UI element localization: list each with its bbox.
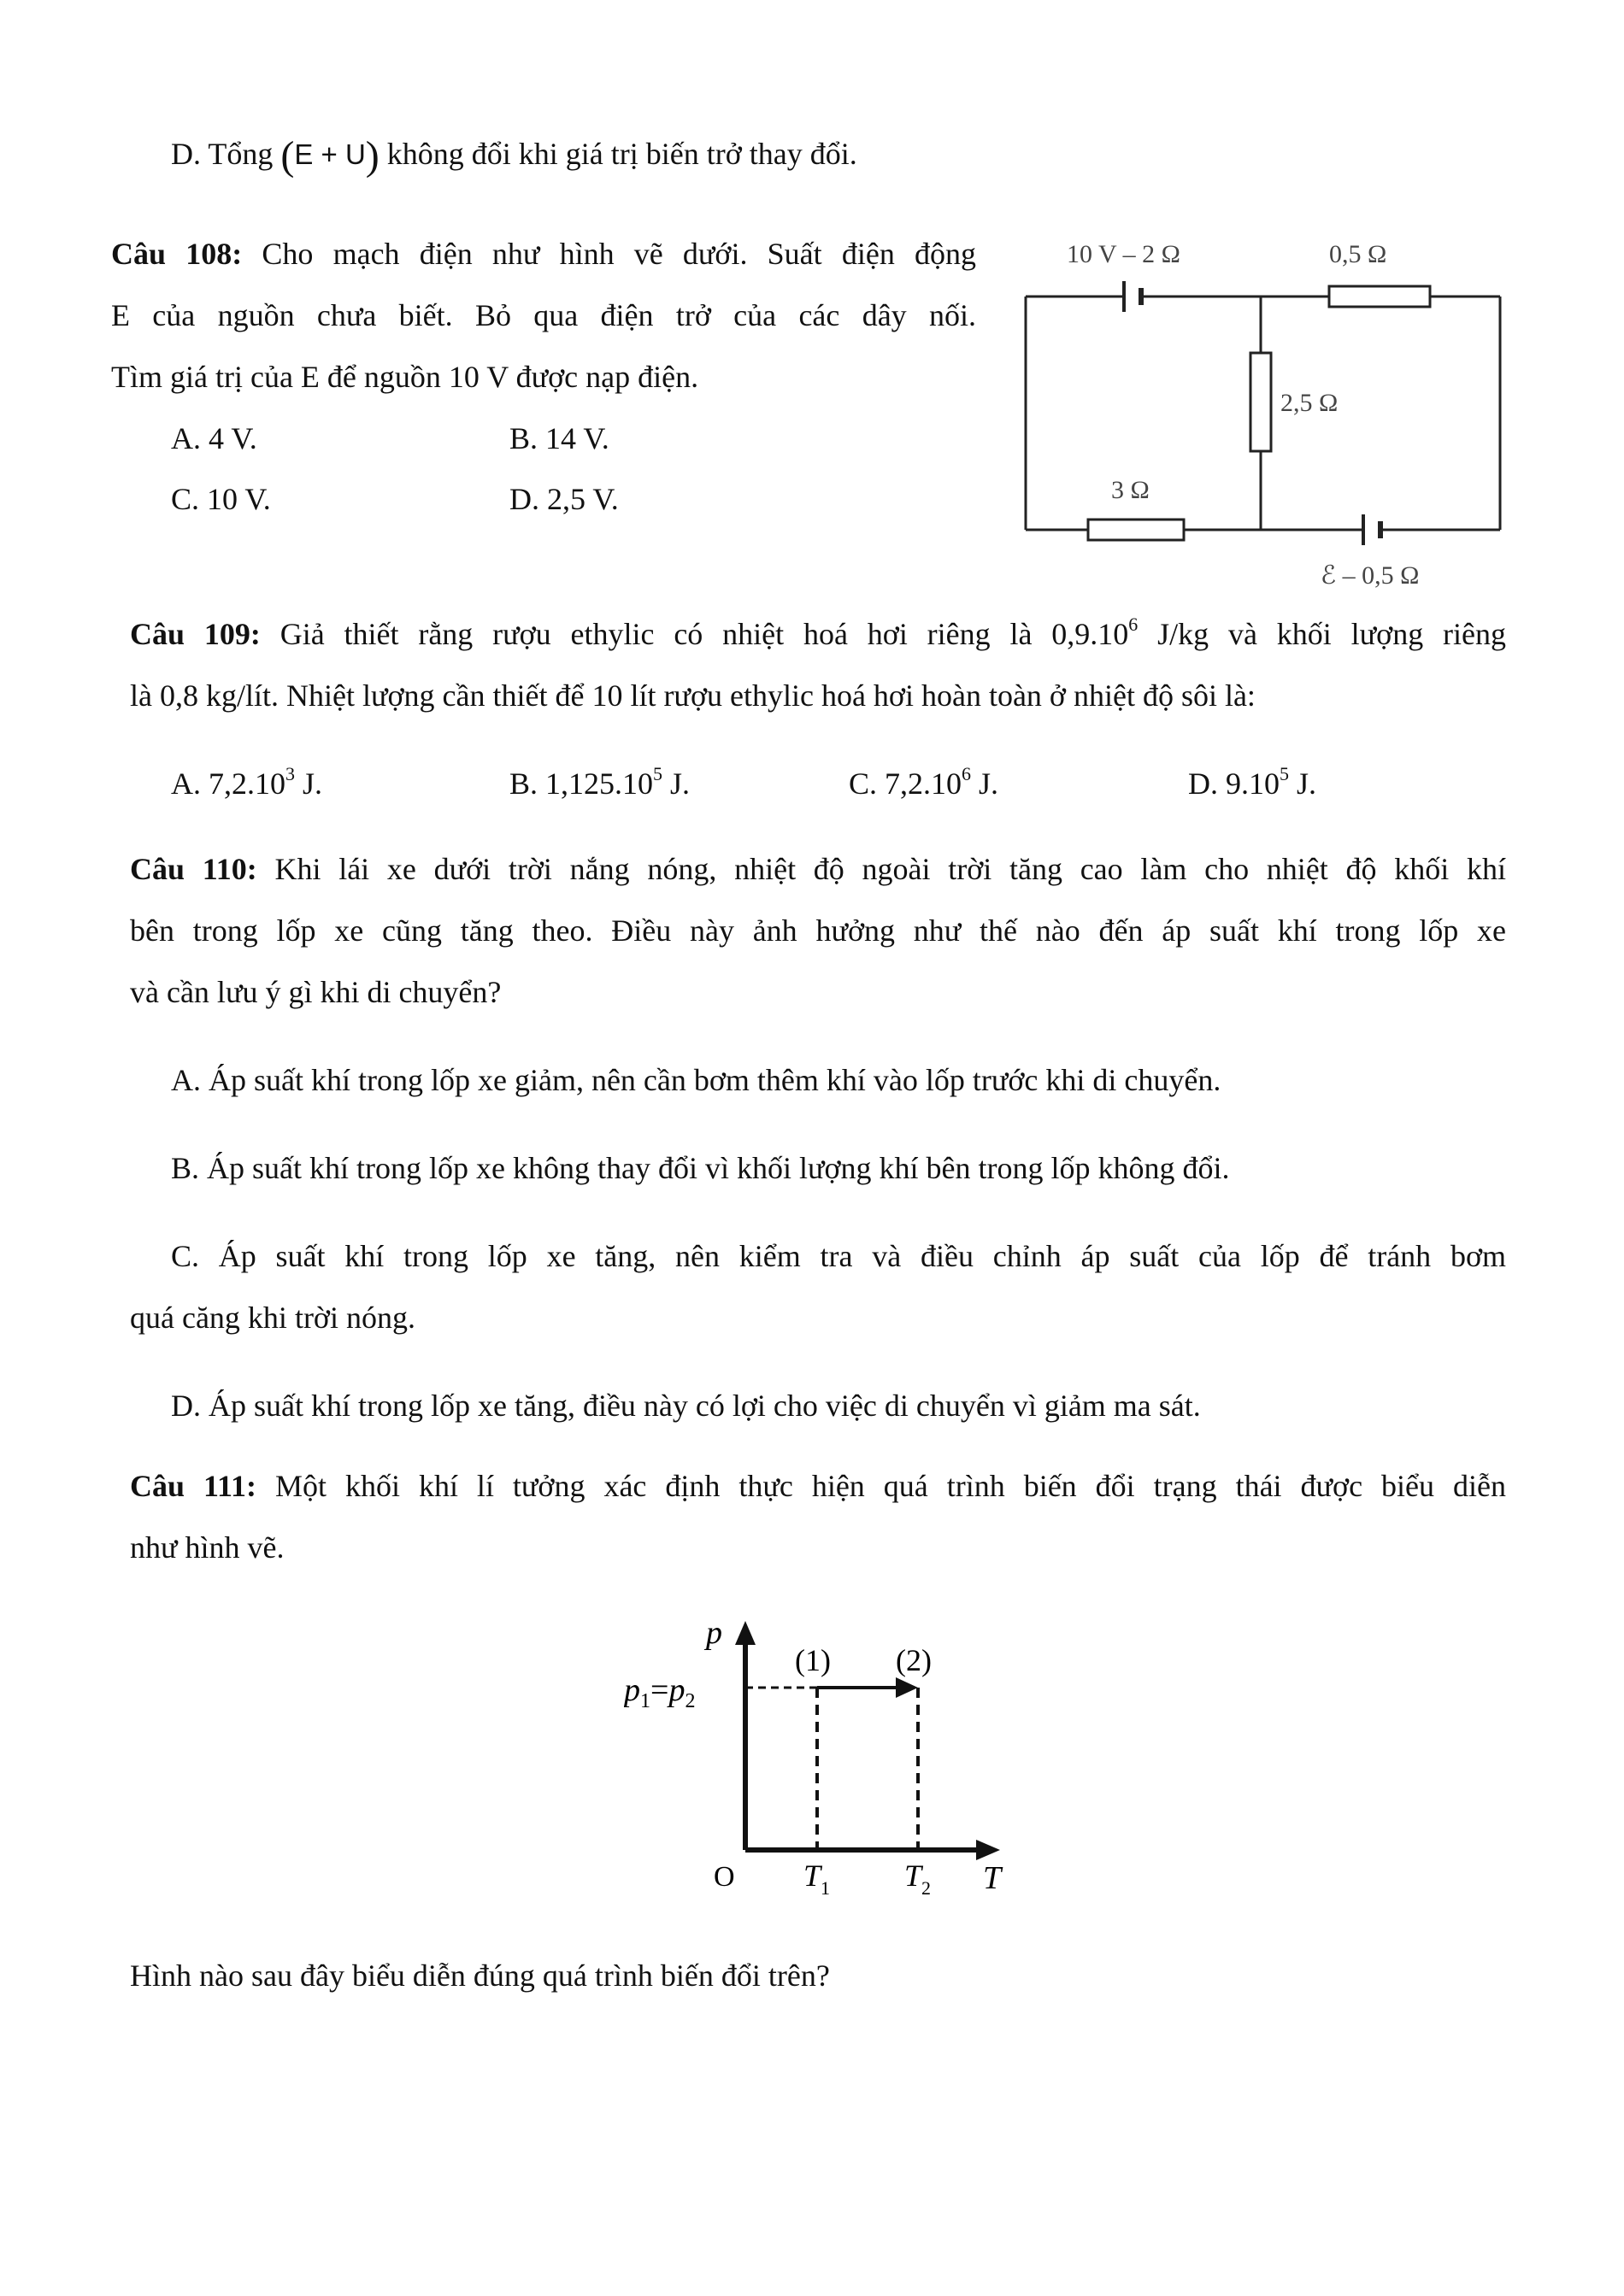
- q108-option-c: C. 10 V.: [171, 482, 271, 516]
- q110-line-2: bên trong lốp xe cũng tăng theo. Điều này ảnh hưởng như thế nào đến áp suất khí trong lốp xe: [130, 913, 1506, 948]
- battery-bottom-symbol: [1363, 514, 1380, 545]
- q108-option-d: D. 2,5 V.: [509, 482, 619, 516]
- label-source-bottom: ℰ – 0,5 Ω: [1321, 561, 1420, 590]
- q109-line-2: là 0,8 kg/lít. Nhiệt lượng cần thiết để 10 lít rượu ethylic hoá hơi hoàn toàn ở nhiệt độ sôi là:: [130, 678, 1256, 713]
- q107-option-d: [171, 133, 857, 179]
- axis-label-p: p: [706, 1615, 722, 1651]
- resistor-middle: [1250, 353, 1271, 451]
- q110-line-1: [130, 850, 1506, 888]
- label-r-middle: 2,5 Ω: [1280, 389, 1339, 417]
- q109-option-b: B. 1,125.10$^5$ J.: [509, 763, 691, 801]
- t2-label: $T_2$: [904, 1859, 932, 1899]
- q110-label: Câu 110:: [130, 852, 257, 886]
- q109-sup: 6: [1128, 614, 1139, 635]
- q110-line-3: và cần lưu ý gì khi di chuyển?: [130, 975, 502, 1009]
- q110-option-a: A. Áp suất khí trong lốp xe giảm, nên cần bơm thêm khí vào lốp trước khi di chuyển.: [171, 1063, 1221, 1097]
- paren-close: ): [365, 133, 380, 179]
- q109-label: Câu 109:: [130, 617, 261, 651]
- q108-line-2: E của nguồn chưa biết. Bỏ qua điện trở của các dây nối.: [111, 298, 976, 332]
- label-r-bottom-left: 3 Ω: [1111, 476, 1150, 504]
- battery-top-symbol: [1124, 281, 1141, 312]
- q109-option-d: D. 9.10$^5$ J.: [1188, 763, 1317, 801]
- q108-option-b: B. 14 V.: [509, 421, 609, 455]
- pt-graph: [624, 1611, 1026, 1901]
- state-2-label: (2): [896, 1643, 932, 1677]
- circuit-diagram: [1013, 226, 1526, 602]
- state-1-label: (1): [795, 1643, 831, 1677]
- q109-text-1b: J/kg và khối lượng riêng: [1138, 617, 1507, 651]
- q110-text-1: Khi lái xe dưới trời nắng nóng, nhiệt độ ngoài trời tăng cao làm cho nhiệt độ khối khí: [256, 852, 1506, 886]
- q111-line-2: như hình vẽ.: [130, 1530, 285, 1565]
- q107-d-prefix: D. Tổng: [171, 137, 281, 171]
- q109-option-c: C. 7,2.10$^6$ J.: [849, 763, 999, 801]
- process-arrow-icon: [896, 1677, 918, 1698]
- q109-line-1: [130, 615, 1506, 653]
- resistor-bottom-left: [1088, 520, 1184, 540]
- q108-line-1: [111, 235, 976, 273]
- q108-label: Câu 108:: [111, 237, 243, 271]
- q110-option-c-line-1: C. Áp suất khí trong lốp xe tăng, nên kiểm tra và điều chỉnh áp suất của lốp để tránh bơm: [171, 1239, 1506, 1273]
- q107-d-expr: E + U: [294, 138, 366, 170]
- y-axis-arrow-icon: [735, 1621, 756, 1645]
- x-axis-arrow-icon: [976, 1840, 1000, 1860]
- origin-label: O: [714, 1861, 735, 1893]
- q111-line-1: [130, 1467, 1506, 1505]
- q108-option-a: A. 4 V.: [171, 421, 257, 455]
- q109-text-1a: Giả thiết rằng rượu ethylic có nhiệt hoá hơi riêng là 0,9.10: [260, 617, 1129, 651]
- q108-line-3: Tìm giá trị của E để nguồn 10 V được nạp điện.: [111, 360, 699, 394]
- paren-open: (: [280, 133, 295, 179]
- resistor-top-right: [1329, 286, 1430, 307]
- p1-p2-label: $p_1=p_2$: [624, 1672, 696, 1712]
- label-source-top: 10 V – 2 Ω: [1067, 240, 1180, 268]
- q111-label: Câu 111:: [130, 1469, 257, 1503]
- q107-d-suffix: không đổi khi giá trị biến trở thay đổi.: [379, 137, 857, 171]
- q111-text-1: Một khối khí lí tưởng xác định thực hiện quá trình biến đổi trạng thái được biểu diễn: [256, 1469, 1506, 1503]
- q111-question: Hình nào sau đây biểu diễn đúng quá trình biến đổi trên?: [130, 1958, 830, 1993]
- q110-option-c-line-2: quá căng khi trời nóng.: [130, 1301, 415, 1335]
- q110-option-d: D. Áp suất khí trong lốp xe tăng, điều này có lợi cho việc di chuyển vì giảm ma sát.: [171, 1389, 1201, 1423]
- q108-text-1: Cho mạch điện như hình vẽ dưới. Suất điện động: [262, 237, 977, 271]
- label-r-top-right: 0,5 Ω: [1329, 240, 1387, 268]
- t1-label: $T_1$: [803, 1859, 831, 1899]
- q109-option-a: A. 7,2.10$^3$ J.: [171, 763, 323, 801]
- axis-label-t: T: [983, 1860, 1002, 1896]
- q110-option-b: B. Áp suất khí trong lốp xe không thay đổi vì khối lượng khí bên trong lốp không đổi.: [171, 1151, 1230, 1185]
